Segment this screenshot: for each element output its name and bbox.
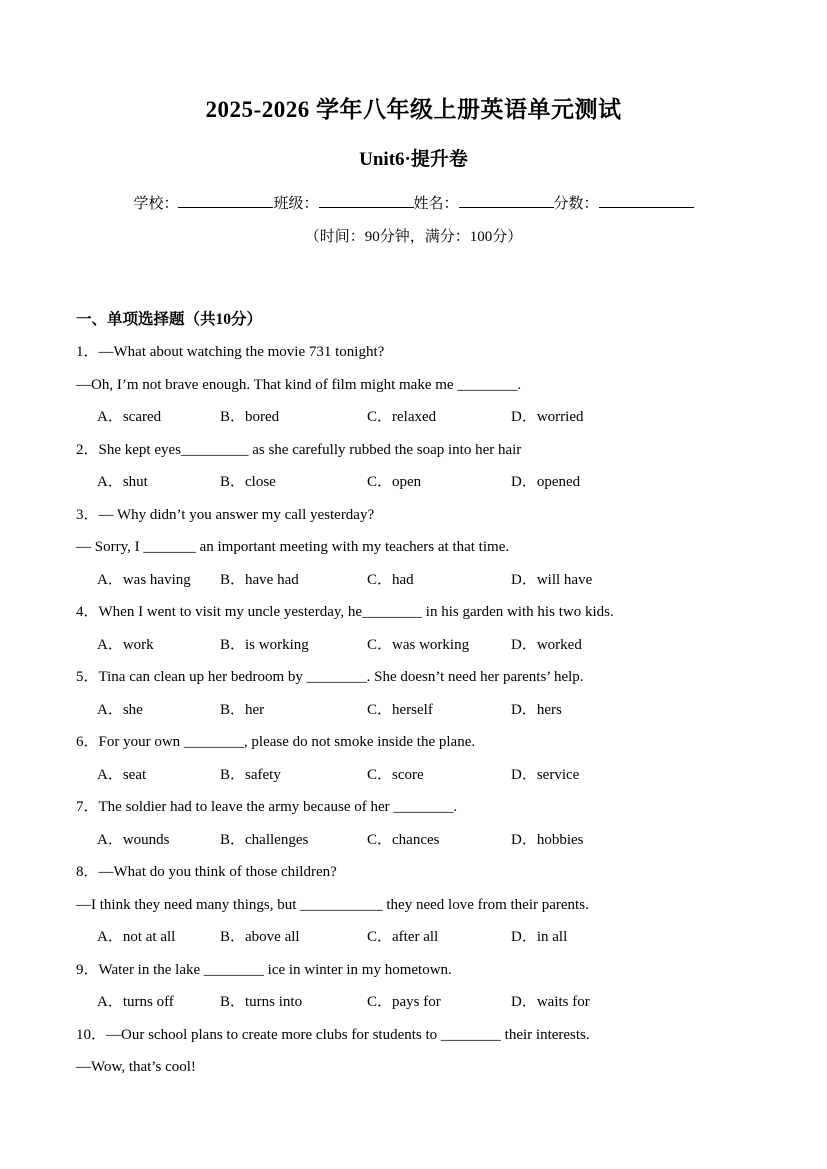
- options-row: [97, 986, 751, 1019]
- score-label: 分数：: [553, 196, 599, 212]
- school-label: 学校：: [133, 196, 179, 212]
- option: A．scared: [97, 409, 162, 425]
- student-info-line: [76, 193, 751, 215]
- option: B．above all: [220, 929, 300, 945]
- option: D．waits for: [511, 994, 590, 1010]
- class-label: 班级：: [273, 196, 319, 212]
- option: C．score: [367, 766, 424, 783]
- name-label: 姓名：: [413, 196, 459, 212]
- question-line: — Sorry, I _______ an important meeting with my teachers at that time.: [76, 539, 510, 555]
- option: C．after all: [367, 929, 439, 945]
- options-row: [97, 759, 751, 792]
- exam-title: 2025-2026 学年八年级上册英语单元测试: [205, 97, 622, 122]
- question-line: 5．Tina can clean up her bedroom by ________. She doesn’t need her parents’ help.: [76, 669, 584, 685]
- questions-list: [76, 336, 751, 1084]
- question-7: [76, 791, 751, 856]
- option: B．safety: [220, 766, 281, 783]
- question-9: [76, 954, 751, 1019]
- options-row: [97, 824, 751, 857]
- question-10: [76, 1019, 751, 1084]
- options-row: [97, 629, 751, 662]
- option: C．chances: [367, 831, 440, 848]
- question-1: [76, 336, 751, 434]
- question-line: 6．For your own ________, please do not smoke inside the plane.: [76, 734, 476, 750]
- option: C．relaxed: [367, 409, 437, 425]
- question-8: [76, 856, 751, 954]
- option: C．pays for: [367, 994, 441, 1010]
- option: D．worried: [511, 409, 584, 425]
- question-line: —I think they need many things, but ___________ they need love from their parents.: [76, 896, 589, 913]
- question-line: 7．The soldier had to leave the army because of her ________.: [76, 799, 458, 815]
- options-row: [97, 921, 751, 954]
- option: D．opened: [511, 474, 581, 490]
- option: B．close: [220, 474, 276, 490]
- option: D．worked: [511, 636, 582, 653]
- question-4: [76, 596, 751, 661]
- option: A．she: [97, 701, 143, 718]
- option: C．was working: [367, 636, 470, 653]
- question-5: [76, 661, 751, 726]
- question-line: 9．Water in the lake ________ ice in winter in my hometown.: [76, 961, 452, 978]
- option: B．is working: [220, 636, 309, 653]
- options-row: [97, 401, 751, 434]
- option: B．her: [220, 701, 265, 718]
- section1-heading: 一、单项选择题（共10分）: [76, 311, 263, 328]
- question-line: 8．—What do you think of those children?: [76, 864, 337, 880]
- score-blank: [599, 194, 694, 208]
- question-line: 10．—Our school plans to create more clubs for students to ________ their interests.: [76, 1026, 590, 1043]
- name-blank: [459, 194, 554, 208]
- option: B．have had: [220, 571, 299, 588]
- option: A．was having: [97, 571, 191, 588]
- option: A．shut: [97, 474, 148, 490]
- option: A．not at all: [97, 929, 176, 945]
- question-line: 1．—What about watching the movie 731 tonight?: [76, 344, 385, 360]
- options-row: [97, 564, 751, 597]
- option: A．seat: [97, 766, 147, 783]
- exam-subtitle: Unit6·提升卷: [359, 149, 468, 170]
- option: D．hers: [511, 701, 562, 718]
- options-row: [97, 694, 751, 727]
- time-note: （时间：90分钟，满分：100分）: [304, 229, 523, 245]
- option: D．service: [511, 766, 580, 783]
- question-3: [76, 499, 751, 597]
- option: B．bored: [220, 409, 280, 425]
- option: C．open: [367, 474, 422, 490]
- option: A．turns off: [97, 994, 174, 1010]
- option: B．turns into: [220, 994, 303, 1010]
- question-line: 2．She kept eyes_________ as she carefully rubbed the soap into her hair: [76, 441, 522, 458]
- option: D．hobbies: [511, 831, 584, 848]
- question-line: 3．— Why didn’t you answer my call yesterday?: [76, 506, 375, 523]
- option: B．challenges: [220, 831, 309, 848]
- school-blank: [178, 194, 273, 208]
- option: C．herself: [367, 701, 433, 718]
- options-row: [97, 466, 751, 499]
- class-blank: [319, 194, 414, 208]
- question-line: —Oh, I’m not brave enough. That kind of film might make me ________.: [76, 376, 522, 393]
- option: D．in all: [511, 929, 568, 945]
- question-line: —Wow, that’s cool!: [76, 1059, 196, 1075]
- option: D．will have: [511, 571, 593, 588]
- question-6: [76, 726, 751, 791]
- option: A．wounds: [97, 831, 170, 848]
- question-line: 4．When I went to visit my uncle yesterday, he________ in his garden with his two kids.: [76, 604, 614, 620]
- option: C．had: [367, 571, 414, 588]
- option: A．work: [97, 636, 154, 653]
- question-2: [76, 434, 751, 499]
